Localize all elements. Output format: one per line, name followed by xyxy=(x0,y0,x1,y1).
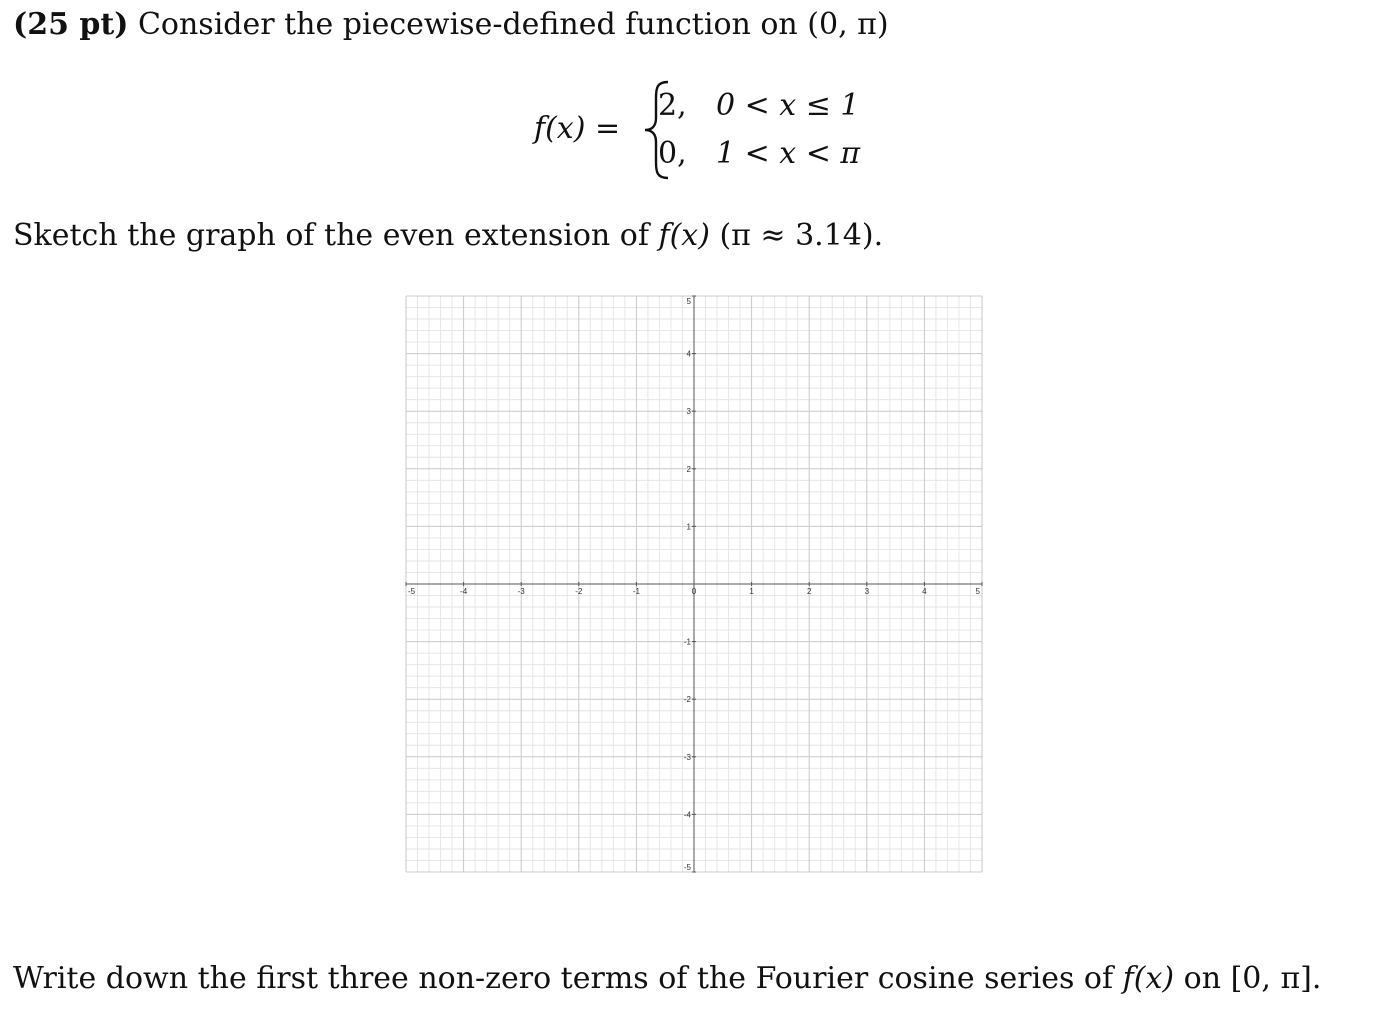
write-func: f(x) xyxy=(1122,961,1175,996)
sketch-suffix: (π ≈ 3.14). xyxy=(719,218,884,253)
piecewise-formula xyxy=(530,80,870,180)
x-tick-label: -2 xyxy=(575,587,583,596)
y-tick-label: -5 xyxy=(683,863,691,872)
statement-text: Consider the piecewise-defined function on xyxy=(137,7,798,42)
write-middle: on xyxy=(1183,961,1222,996)
sketch-instruction xyxy=(13,218,884,253)
y-tick-label: -3 xyxy=(683,752,691,762)
graph-grid[interactable] xyxy=(404,294,984,874)
formula-lhs: f(x) = xyxy=(534,111,621,146)
y-tick-label: -2 xyxy=(683,695,691,705)
case-2-value: 0, xyxy=(658,136,687,171)
x-tick-label: 0 xyxy=(691,587,697,596)
fourier-instruction xyxy=(13,961,1322,996)
case-2-condition: 1 < x < π xyxy=(716,136,861,171)
y-tick-label: 1 xyxy=(686,522,691,532)
x-tick-label: -5 xyxy=(408,587,416,596)
sketch-func: f(x) xyxy=(658,218,710,253)
x-tick-label: -4 xyxy=(460,587,468,596)
points-label: (25 pt) xyxy=(13,7,129,42)
interval-text: (0, π) xyxy=(807,7,889,42)
x-tick-label: 4 xyxy=(922,587,927,596)
x-tick-label: -1 xyxy=(632,587,640,596)
axes xyxy=(406,296,982,872)
y-tick-label: -4 xyxy=(683,810,691,820)
y-tick-label: 2 xyxy=(686,464,691,474)
case-1-value: 2, xyxy=(658,88,687,123)
sketch-prefix: Sketch the graph of the even extension of xyxy=(13,218,649,253)
y-tick-label: -1 xyxy=(683,637,691,647)
x-tick-label: 5 xyxy=(975,587,980,596)
write-interval: [0, π]. xyxy=(1230,961,1322,996)
y-tick-label: 5 xyxy=(686,297,691,306)
x-tick-label: 1 xyxy=(749,587,754,596)
y-tick-label: 3 xyxy=(686,407,691,417)
write-prefix: Write down the first three non-zero terms of the Fourier cosine series of xyxy=(13,961,1114,996)
x-tick-labels xyxy=(408,587,981,596)
case-1-condition: 0 < x ≤ 1 xyxy=(716,88,860,123)
y-tick-label: 4 xyxy=(686,349,691,359)
x-tick-label: -3 xyxy=(517,587,525,596)
x-tick-label: 3 xyxy=(864,587,870,596)
problem-statement xyxy=(13,7,889,42)
x-tick-label: 2 xyxy=(806,587,812,596)
